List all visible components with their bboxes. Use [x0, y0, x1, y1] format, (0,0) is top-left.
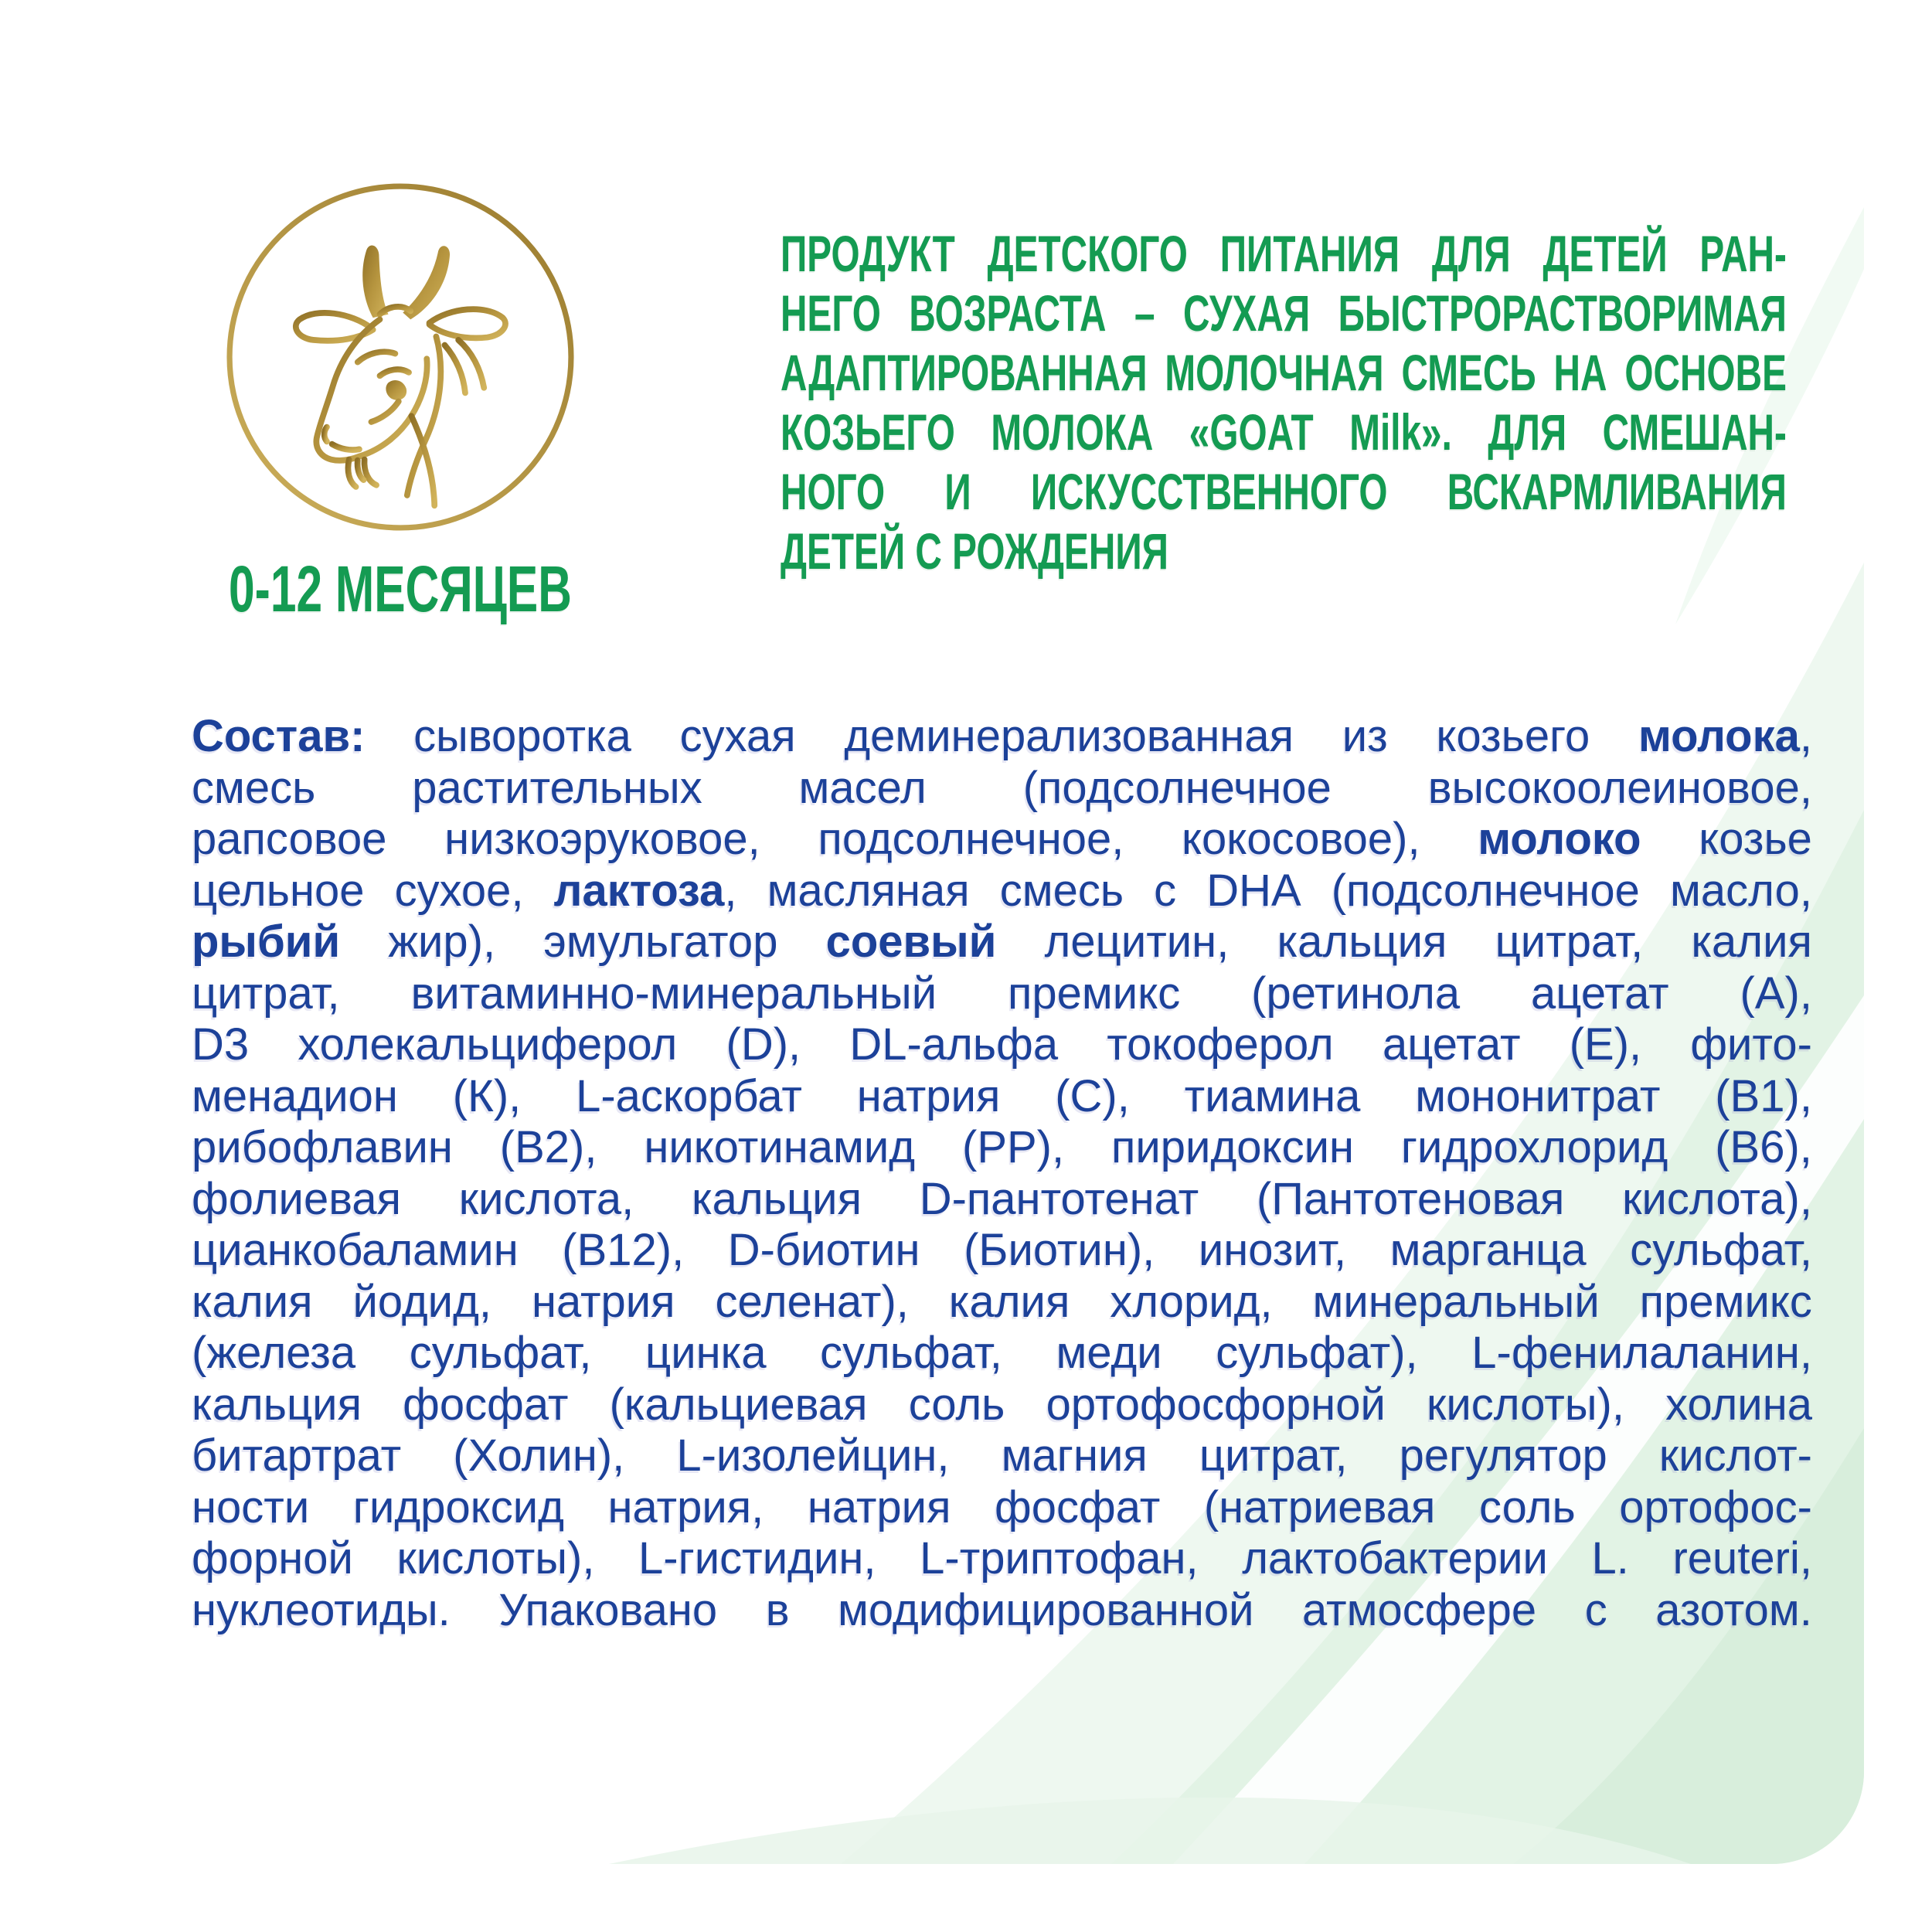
- gold-ring: [230, 186, 571, 528]
- composition-line: смесь растительных масел (подсолнечное высокоолеиновое,: [192, 762, 1812, 813]
- composition-line: форной кислоты), L-гистидин, L-триптофан, лактобактерии L. reuteri,: [192, 1533, 1812, 1583]
- header-line: ПРОДУКТ ДЕТСКОГО ПИТАНИЯ ДЛЯ ДЕТЕЙ РАН-: [781, 225, 1787, 282]
- header-line: ДЕТЕЙ С РОЖДЕНИЯ: [781, 522, 1168, 580]
- header-line: НЕГО ВОЗРАСТА – СУХАЯ БЫСТРОРАСТВОРИМАЯ: [781, 284, 1787, 342]
- composition-line: рыбий жир), эмульгатор соевый лецитин, кальция цитрат, калия: [192, 917, 1812, 967]
- composition-line: ности гидроксид натрия, натрия фосфат (натриевая соль ортофос-: [192, 1481, 1812, 1532]
- composition-line: рапсовое низкоэруковое, подсолнечное, кокосовое), молоко козье: [192, 814, 1812, 864]
- composition-line: калия йодид, натрия селенат), калия хлорид, минеральный премикс: [192, 1276, 1812, 1327]
- composition-line: D3 холекальциферол (D), DL-альфа токоферол ацетат (Е), фито-: [192, 1019, 1812, 1070]
- composition-text: [192, 711, 1812, 1636]
- goat-logo-badge: [221, 178, 580, 536]
- composition-line: Состав: сыворотка сухая деминерализованная из козьего молока,: [192, 711, 1812, 761]
- composition-line: цельное сухое, лактоза, масляная смесь с DHA (подсолнечное масло,: [192, 865, 1812, 916]
- composition-line: кальция фосфат (кальциевая соль ортофосфорной кислоты), холина: [192, 1379, 1812, 1430]
- composition-line: цианкобаламин (В12), D-биотин (Биотин), инозит, марганца сульфат,: [192, 1225, 1812, 1275]
- age-range-label: [206, 550, 595, 628]
- composition-line: нуклеотиды. Упаковано в модифицированной атмосфере с азотом.: [192, 1584, 1812, 1635]
- product-description-header: [781, 224, 1787, 581]
- composition-line: (железа сульфат, цинка сульфат, меди сульфат), L-фенилаланин,: [192, 1328, 1812, 1378]
- composition-line: менадион (К), L-аскорбат натрия (С), тиамина мононитрат (В1),: [192, 1070, 1812, 1121]
- age-range-text: 0-12 МЕСЯЦЕВ: [229, 553, 572, 625]
- composition-line: фолиевая кислота, кальция D-пантотенат (Пантотеновая кислота),: [192, 1173, 1812, 1224]
- goat-drawing: [296, 245, 505, 505]
- composition-line: рибофлавин (В2), никотинамид (РР), пиридоксин гидрохлорид (В6),: [192, 1122, 1812, 1172]
- header-line: АДАПТИРОВАННАЯ МОЛОЧНАЯ СМЕСЬ НА ОСНОВЕ: [781, 344, 1787, 401]
- header-line: НОГО И ИСКУССТВЕННОГО ВСКАРМЛИВАНИЯ: [781, 463, 1787, 520]
- composition-line: цитрат, витаминно-минеральный премикс (ретинола ацетат (А),: [192, 968, 1812, 1019]
- header-line: КОЗЬЕГО МОЛОКА «GOAT Milk». ДЛЯ СМЕШАН-: [781, 403, 1787, 461]
- composition-line: битартрат (Холин), L-изолейцин, магния цитрат, регулятор кислот-: [192, 1430, 1812, 1481]
- goat-head-icon: [221, 178, 580, 536]
